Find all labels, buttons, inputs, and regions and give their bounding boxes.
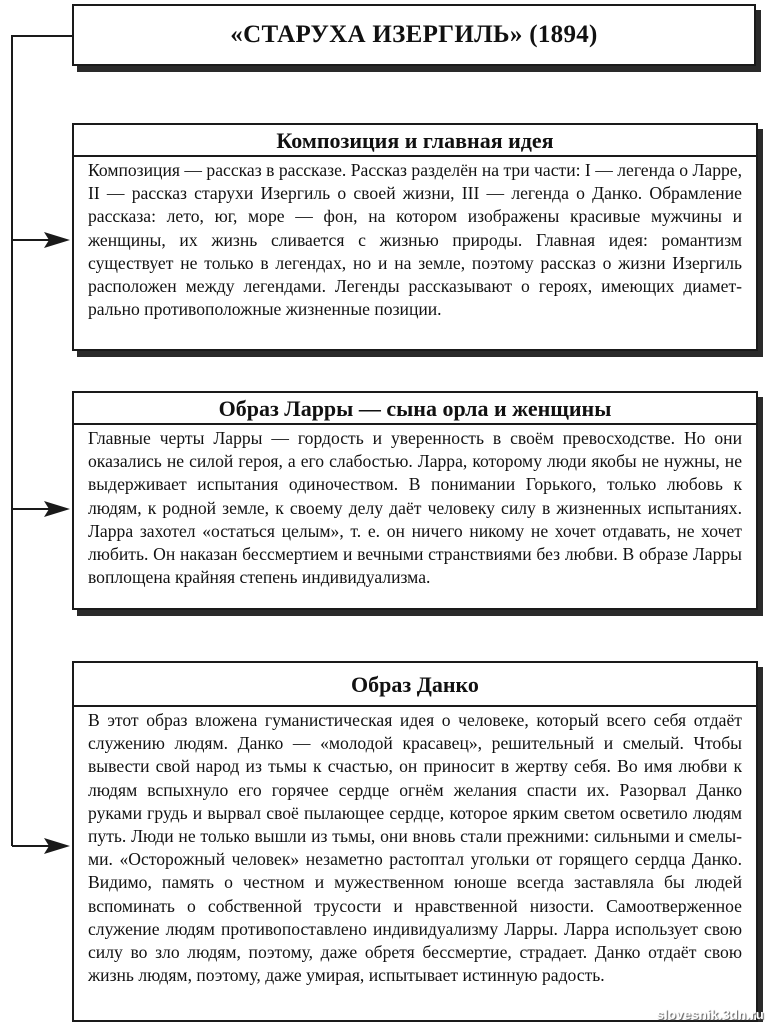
arrow-head-3	[44, 838, 70, 854]
section-heading-danko: Образ Данко	[74, 663, 756, 707]
section-text-composition: Композиция — рассказ в рассказе. Рассказ разделён на три части: I — легенда о Ларре, II — рассказ старухи Изергиль о своей жизни, III — легенда о Данко. Обрамление рассказа: лето, юг, море — фон, на котором изображены красивые мужчины и женщины, их жизнь сливается с жизнью природы. Главная идея: романтизм существует не только в легендах, но и на земле, поэтому рассказ о жизни Изергиль расположен между легендами. Легенды рассказывают о героях, имеющих диаметрально противоположные жизненные позиции.	[88, 160, 742, 320]
watermark: slovesnik.3dn.ru	[656, 1007, 764, 1022]
title-box	[72, 4, 756, 66]
section-text-larra: Главные черты Ларры — гордость и уверенность в своём превосходстве. Но они оказались не силой героя, а его слабостью. Ларра, которому люди якобы не нужны, не выдерживает испытания одиночеством. В понимании Горького, только любовь к людям, к родной земле, к своему делу даёт человеку силу в жизненных испытаниях. Ларра захотел «остаться целым», т. е. он ничего никому не хочет отдавать, не хочет любить. Он наказан бессмертием и вечными странствиями без любви. В образе Ларры воплощена крайняя степень индивидуализма.	[88, 428, 742, 588]
page-title: «СТАРУХА ИЗЕРГИЛЬ» (1894)	[230, 21, 598, 48]
section-heading-larra: Образ Ларры — сына орла и женщины	[74, 393, 756, 425]
section-text-danko: В этот образ вложена гуманистическая идея о человеке, который всего себя отдаёт служению людям. Данко — «молодой красавец», решительный и смелый. Чтобы вывести свой народ из тьмы к счастью, он приносит в жертву себя. Во имя любви к людям вспыхнуло его горячее сердце огнём желания спасти их. Разорвал Данко руками грудь и вырвал своё пылающее сердце, которое ярким светом осветило людям путь. Люди не только вышли из тьмы, они вновь стали прежними: сильными и смелыми. «Осторожный человек» незаметно растоптал угольки от горящего сердца Данко. Видимо, память о честном и мужественном юноше всегда заставляла бы людей вспоминать о собственной трусости и нравственной низости. Самоотверженное служение людям противопоставлено индивидуализму Ларры. Ларра использует свою силу во зло людям, поэтому, даже обретя бессмертие, страдает. Данко отдаёт свою жизнь людям, поэтому, даже умирая, испытывает истинную радость.	[88, 710, 742, 986]
arrow-head-1	[44, 232, 70, 248]
section-composition	[72, 123, 758, 351]
section-heading-composition: Композиция и главная идея	[74, 125, 756, 157]
section-danko	[72, 661, 758, 1022]
arrow-head-2	[44, 501, 70, 517]
section-larra	[72, 391, 758, 610]
